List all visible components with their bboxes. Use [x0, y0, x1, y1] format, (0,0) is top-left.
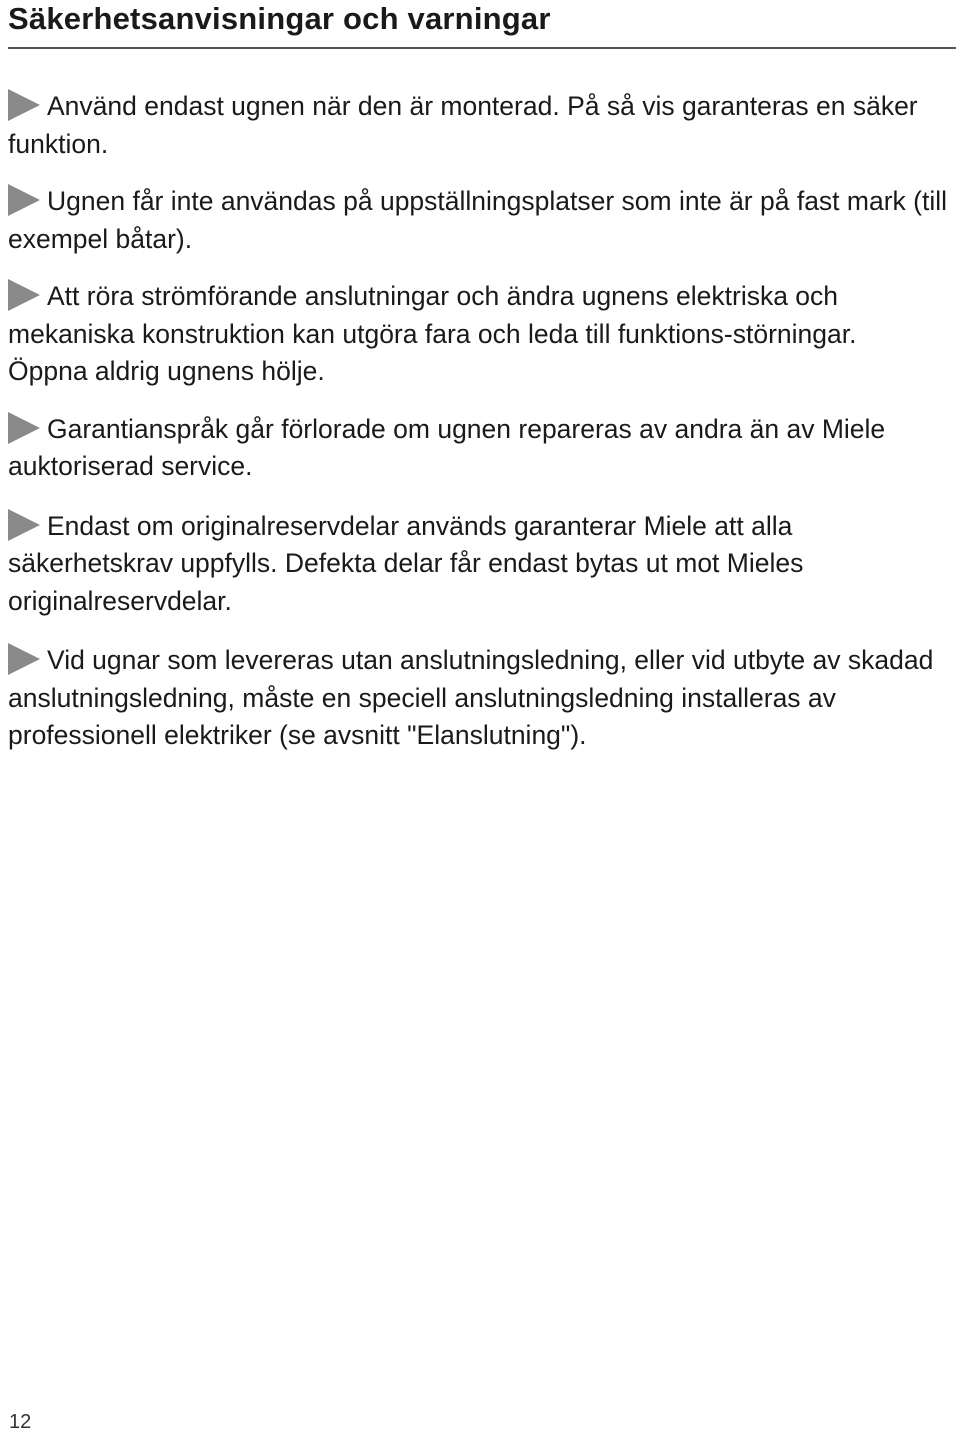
item-text: Använd endast ugnen när den är monterad. På så vis garanteras en säker funktion.: [8, 91, 918, 159]
item-extra-text: Öppna aldrig ugnens hölje.: [8, 356, 325, 386]
list-item: [8, 88, 953, 163]
list-item: [8, 642, 953, 755]
title-divider: [8, 47, 956, 49]
triangle-right-icon: [8, 643, 40, 675]
triangle-right-icon: [8, 279, 40, 311]
item-text: Vid ugnar som levereras utan anslutningsledning, eller vid utbyte av skadad anslutningsledning, måste en speciell anslutningsledning installeras av professionell elektriker (se avsnitt "Elanslutning").: [8, 645, 934, 750]
list-item: [8, 508, 953, 621]
item-text: Ugnen får inte användas på uppställningsplatser som inte är på fast mark (till exempel båtar).: [8, 186, 948, 254]
triangle-right-icon: [8, 412, 40, 444]
item-text: Garantianspråk går förlorade om ugnen repareras av andra än av Miele auktoriserad service.: [8, 413, 886, 481]
triangle-right-icon: [8, 184, 40, 216]
list-item: [8, 183, 953, 258]
item-text: Att röra strömförande anslutningar och ändra ugnens elektriska och mekaniska konstruktion kan utgöra fara och leda till funktions-störningar.: [8, 281, 857, 349]
triangle-right-icon: [8, 509, 40, 541]
list-item: [8, 411, 953, 486]
page-title: Säkerhetsanvisningar och varningar: [8, 1, 551, 36]
page-number: 12: [9, 1411, 32, 1433]
list-item: [8, 278, 953, 391]
item-text: Endast om originalreservdelar används garanterar Miele att alla säkerhetskrav uppfylls. Defekta delar får endast bytas ut mot Mieles originalreservdelar.: [8, 510, 804, 616]
safety-instructions-list: [8, 88, 953, 777]
triangle-right-icon: [8, 89, 40, 121]
